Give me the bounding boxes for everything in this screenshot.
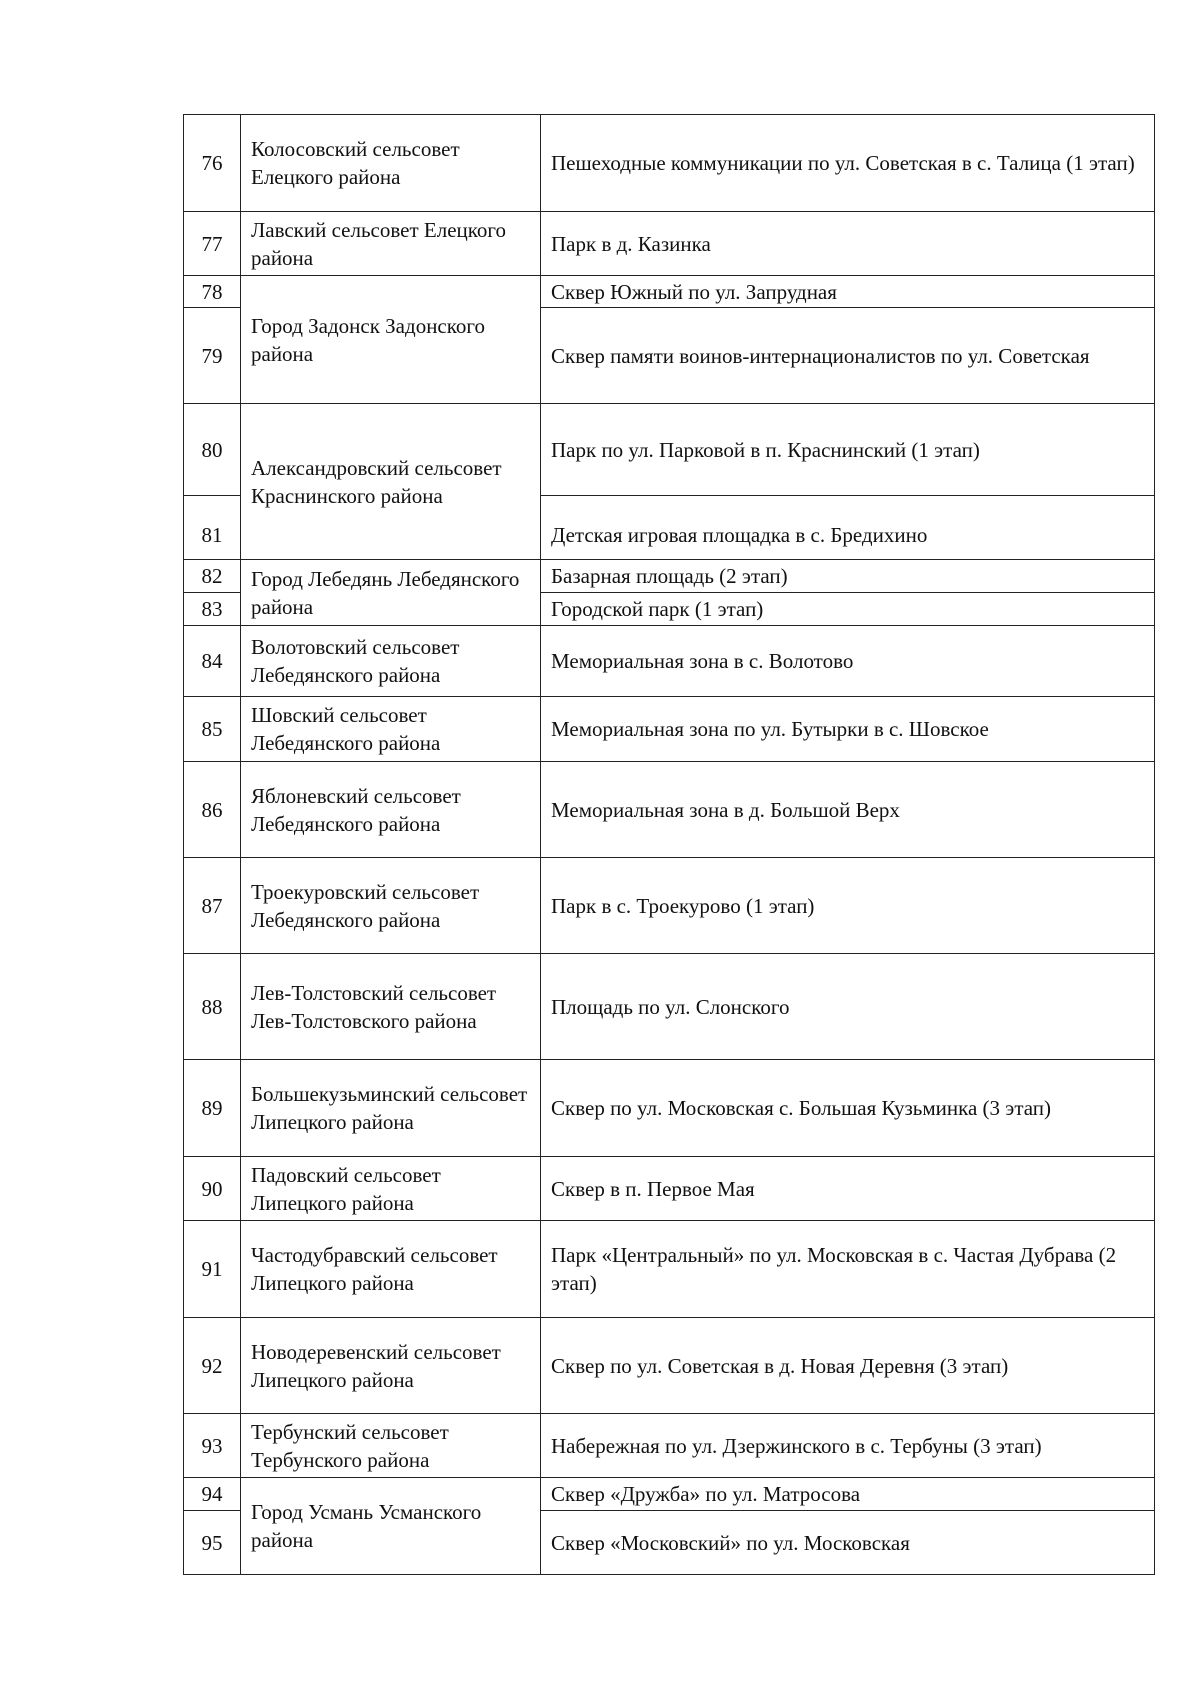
table-row: [184, 1157, 1155, 1221]
municipality-cell: Тербунский сельсовет Тербунского района: [241, 1414, 541, 1478]
row-number: 76: [184, 115, 241, 212]
row-number: 90: [184, 1157, 241, 1221]
object-cell: Сквер «Московский» по ул. Московская: [541, 1511, 1155, 1575]
table-row: [184, 858, 1155, 954]
municipality-cell: Яблоневский сельсовет Лебедянского района: [241, 762, 541, 858]
table-row: [184, 1478, 1155, 1511]
object-cell: Парк по ул. Парковой в п. Краснинский (1 этап): [541, 404, 1155, 496]
object-cell: Набережная по ул. Дзержинского в с. Тербуны (3 этап): [541, 1414, 1155, 1478]
object-cell: Сквер «Дружба» по ул. Матросова: [541, 1478, 1155, 1511]
row-number: 87: [184, 858, 241, 954]
municipality-cell: Город Лебедянь Лебедянского района: [241, 560, 541, 626]
row-number: 91: [184, 1221, 241, 1318]
row-number: 86: [184, 762, 241, 858]
municipality-cell: Падовский сельсовет Липецкого района: [241, 1157, 541, 1221]
table-row: [184, 954, 1155, 1060]
row-number: 80: [184, 404, 241, 496]
table-row: [184, 1414, 1155, 1478]
table-row: [184, 1221, 1155, 1318]
row-number: 89: [184, 1060, 241, 1157]
row-number: 94: [184, 1478, 241, 1511]
table-row: [184, 212, 1155, 276]
object-cell: Детская игровая площадка в с. Бредихино: [541, 496, 1155, 560]
object-cell: Мемориальная зона в д. Большой Верх: [541, 762, 1155, 858]
object-cell: Сквер в п. Первое Мая: [541, 1157, 1155, 1221]
program-table: [183, 114, 1155, 1575]
municipality-cell: Волотовский сельсовет Лебедянского района: [241, 626, 541, 697]
object-cell: Базарная площадь (2 этап): [541, 560, 1155, 593]
object-cell: Городской парк (1 этап): [541, 593, 1155, 626]
object-cell: Сквер по ул. Московская с. Большая Кузьминка (3 этап): [541, 1060, 1155, 1157]
row-number: 85: [184, 697, 241, 762]
municipality-cell: Шовский сельсовет Лебедянского района: [241, 697, 541, 762]
object-cell: Площадь по ул. Слонского: [541, 954, 1155, 1060]
row-number: 95: [184, 1511, 241, 1575]
table-row: [184, 276, 1155, 308]
object-cell: Сквер памяти воинов-интернационалистов по ул. Советская: [541, 308, 1155, 404]
table-row: [184, 762, 1155, 858]
object-cell: Сквер по ул. Советская в д. Новая Деревня (3 этап): [541, 1318, 1155, 1414]
object-cell: Парк в д. Казинка: [541, 212, 1155, 276]
municipality-cell: Троекуровский сельсовет Лебедянского района: [241, 858, 541, 954]
row-number: 83: [184, 593, 241, 626]
table-row: [184, 1318, 1155, 1414]
row-number: 84: [184, 626, 241, 697]
table-row: [184, 1060, 1155, 1157]
table-row: [184, 697, 1155, 762]
table-row: [184, 115, 1155, 212]
table-row: [184, 626, 1155, 697]
row-number: 81: [184, 496, 241, 560]
municipality-cell: Город Задонск Задонского района: [241, 276, 541, 404]
row-number: 93: [184, 1414, 241, 1478]
municipality-cell: Новодеревенский сельсовет Липецкого района: [241, 1318, 541, 1414]
municipality-cell: Лев-Толстовский сельсовет Лев-Толстовского района: [241, 954, 541, 1060]
table-row: [184, 404, 1155, 496]
row-number: 82: [184, 560, 241, 593]
municipality-cell: Колосовский сельсовет Елецкого района: [241, 115, 541, 212]
object-cell: Парк в с. Троекурово (1 этап): [541, 858, 1155, 954]
object-cell: Мемориальная зона в с. Волотово: [541, 626, 1155, 697]
municipality-cell: Лавский сельсовет Елецкого района: [241, 212, 541, 276]
object-cell: Парк «Центральный» по ул. Московская в с. Частая Дубрава (2 этап): [541, 1221, 1155, 1318]
table-row: [184, 560, 1155, 593]
row-number: 77: [184, 212, 241, 276]
object-cell: Сквер Южный по ул. Запрудная: [541, 276, 1155, 308]
object-cell: Пешеходные коммуникации по ул. Советская в с. Талица (1 этап): [541, 115, 1155, 212]
municipality-cell: Частодубравский сельсовет Липецкого района: [241, 1221, 541, 1318]
row-number: 88: [184, 954, 241, 1060]
row-number: 78: [184, 276, 241, 308]
object-cell: Мемориальная зона по ул. Бутырки в с. Шовское: [541, 697, 1155, 762]
row-number: 79: [184, 308, 241, 404]
municipality-cell: Александровский сельсовет Краснинского района: [241, 404, 541, 560]
municipality-cell: Большекузьминский сельсовет Липецкого района: [241, 1060, 541, 1157]
municipality-cell: Город Усмань Усманского района: [241, 1478, 541, 1575]
row-number: 92: [184, 1318, 241, 1414]
